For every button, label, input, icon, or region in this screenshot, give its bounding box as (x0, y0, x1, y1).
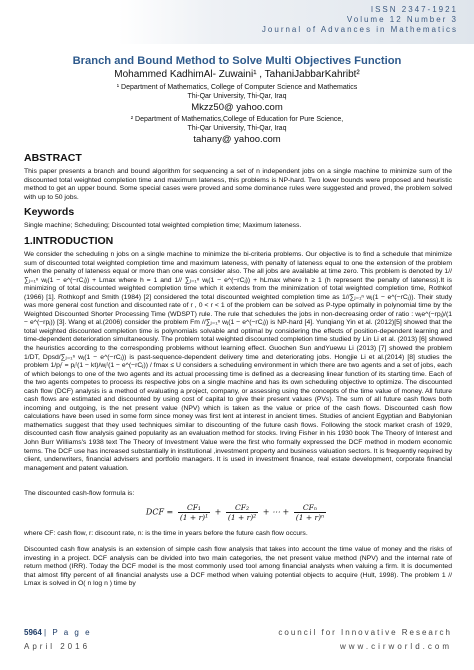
abstract-heading: ABSTRACT (24, 152, 82, 164)
keywords-text: Single machine; Scheduling; Discounted total weighted completion time; Maximum lateness. (24, 222, 302, 229)
page-number-value: 5964 (24, 628, 42, 637)
paper-title: Branch and Bound Method to Solve Multi Objectives Function (72, 55, 402, 67)
issn-text: ISSN 2347-1921 (370, 5, 458, 14)
dcf-term-2 (226, 503, 258, 522)
introduction-paragraph-1: We consider the scheduling n jobs on a single machine to minimize the bi-criteria problems. Our objective is to find a schedule that minimize sum of discounted total weighted completion time and maximum lateness, with penalty of lateness equal to one the extension of the problem when the penalty of lateness equal or more than one was consider also. The all jobs are available at time zero. This problem is denoted by 1//∑ⱼ₌₁ⁿ wⱼ(1 − e^(−rCⱼ)) + Lmax where h = 1 and 1// ∑ⱼ₌₁ⁿ wⱼ(1 − e^(−rCⱼ)) + hLmax where h ≥ 1 (h represent the penalty of lateness).It is minimizing of total discounted weighted completion time which it extends from the minimization of total weighted completion time, Rothkof (1966) [1]. Rothkopf and Smith (1984) [2] considered the total discounted weighted completion time as 1//∑ⱼ₌₁ⁿ wⱼ(1 − e^(−rCⱼ)). Their study was more general cost function and discounted rate of r , 0 < r < 1 of the problem can be solved as P-type optimally in polynomial time by the Weighted Discounted Shorter Processing Time (WDSPT) rule. The rule that schedules the jobs in non-decreasing order of ratio : wⱼe^(−rpⱼ)/(1 − e^(−rpⱼ)) [3]. Wang et al.(2006) consider the problem Fm //∑ⱼ₌₁ⁿ wⱼ(1 − e^(−rCⱼ)) is NP-hard [4]. Yunqiang Yin et al. (2012)[5] showed that the total weighted discounted completion time is polynomials solvable and optimal by considering the effects of position-dependent learning and time-dependent deterioration simultaneously. The problem total weighted discounted completion time studied by Lin Li et al. (2013) [6] showed the heuristics according to the corresponding problems without learning effect. Guochen Sun andYuewu Li (2013) [7] showed the problem 1/DT, Dpsd/∑ⱼ₌₁ⁿ wⱼ(1 − e^(−rCⱼ)) is past-sequence-dependent delivery time and deteriorating jobs. Hongjie Li et al.(2014) [8] studies the problem 1/pⱼʳ = pⱼʳ(1 − kt)/wⱼʳ(1 − e^(−rCⱼ)) / fmax ≤ U considers a scheduling environment in which there are two agents and a set of jobs, each of which belongs to one of the two agents and its actual processing time is defined as a decreasing linear function of its starting time. Each of the two agents competes to process its respective jobs on a single machine and has its own scheduling objective to optimize. The discounted cash flow (DCF) analysis is a method of evaluating a project, company, or assessing using the concepts of the time value of money. All future cash flows are estimated and discounted by using cost of capital to give their present values (PVs). The sum of all future cash flows both incoming and outgoing, is the net present value (NPV) which is taken as the value or price of the cash flows. Discounted cash flow calculations have been used in some form since money was first lent at interest in ancient times. Studies of ancient Egyptian and Babylonian mathematics suggest that they used techniques similar to discounting of the future cash flows. Following the stock market crash of 1929, discounted cash flow analysis gained popularity as an evaluation method for stocks. Irving Fisher in his 1930 book The Theory of Interest and John Burr Williams's 1938 text The Theory of Investment Value were the first who formally expressed the DCF method in modern economic terms. The DCF use has increased substantially in institutional ,investment property and business valuation sectors. It is frequently required by client, underwriters, financial advisers and portfolio managers. It is used in investment finance, real estate development, corporate financial management and patent valuation. (24, 251, 452, 472)
affiliation-2-line-1: ² Department of Mathematics,College of Education for Pure Science, (130, 116, 344, 123)
journal-url: www.cirworld.com (339, 642, 452, 651)
affiliation-1-line-1: ¹ Department of Mathematics, College of Computer Science and Mathematics (116, 84, 358, 91)
author-2-email: tahany@ yahoo.com (193, 134, 281, 145)
journal-name: Journal of Advances in Mathematics (261, 25, 458, 34)
page-number (24, 628, 92, 637)
affiliation-1-line-2: Thi-Qar University, Thi-Qar, Iraq (187, 93, 287, 100)
publication-date: April 2016 (24, 642, 91, 651)
keywords-heading: Keywords (24, 206, 75, 218)
dcf-ellipsis: + ⋯ + (262, 507, 290, 517)
abstract-text: This paper presents a branch and bound algorithm for sequencing a set of n independent jobs on a single machine to minimize sum of the discounted total weighted completion time and maximum lateness, this problems is NP-hard. Two lower bounds were proposed and heuristic method to get an upper bound. Some special cases were proved and some dominance rules were suggested and proved, the problem solved with up to 50 jobs. (24, 168, 452, 201)
dcf-variables-text: where CF: cash flow, r: discount rate, n: is the time in years before the future cash flow occurs. (24, 530, 308, 537)
introduction-paragraph-4: Discounted cash flow analysis is an extension of simple cash flow analysis that takes into account the time value of money and the risks of investing in a project. DCF analysis can be divided into two main categories, the net present value method (NPV) and the internal rate of return method (IRR). Today the DCF model is the most commonly used tool among financial analysts when valuing a firm. It is documented that almost fifty percent of all financial analysts use a DCF method when valuing potential objects to acquire (Hult, 1998). The problem 1 // Lmax is solved in O( n log n ) time by (24, 546, 452, 588)
dcf-term-n-numerator: CFₙ (294, 503, 326, 513)
journal-meta (262, 5, 458, 35)
author-1-email: Mkzz50@ yahoo.com (191, 102, 283, 113)
introduction-heading: 1.INTRODUCTION (24, 235, 114, 247)
dcf-lhs: DCF = (145, 507, 174, 517)
volume-text: Volume 12 Number 3 (346, 15, 458, 24)
dcf-term-2-denominator: (1 + r)² (227, 513, 257, 522)
dcf-term-1 (178, 503, 210, 522)
dcf-term-n-denominator: (1 + r)ⁿ (295, 513, 325, 522)
dcf-intro-text: The discounted cash-flow formula is: (24, 490, 135, 497)
dcf-term-1-denominator: (1 + r)¹ (179, 513, 209, 522)
dcf-plus: + (214, 507, 222, 517)
dcf-formula (0, 503, 474, 522)
page-word: | P a g e (44, 628, 92, 637)
affiliation-2-line-2: Thi-Qar University, Thi-Qar, Iraq (187, 125, 287, 132)
dcf-term-2-numerator: CF₂ (226, 503, 258, 513)
dcf-term-1-numerator: CF₁ (178, 503, 210, 513)
dcf-term-n (294, 503, 326, 522)
council-text: council for Innovative Research (278, 628, 452, 637)
author-list: Mohammed KadhimAl- Zuwaini¹ , TahaniJabbarKahribt² (114, 69, 360, 80)
